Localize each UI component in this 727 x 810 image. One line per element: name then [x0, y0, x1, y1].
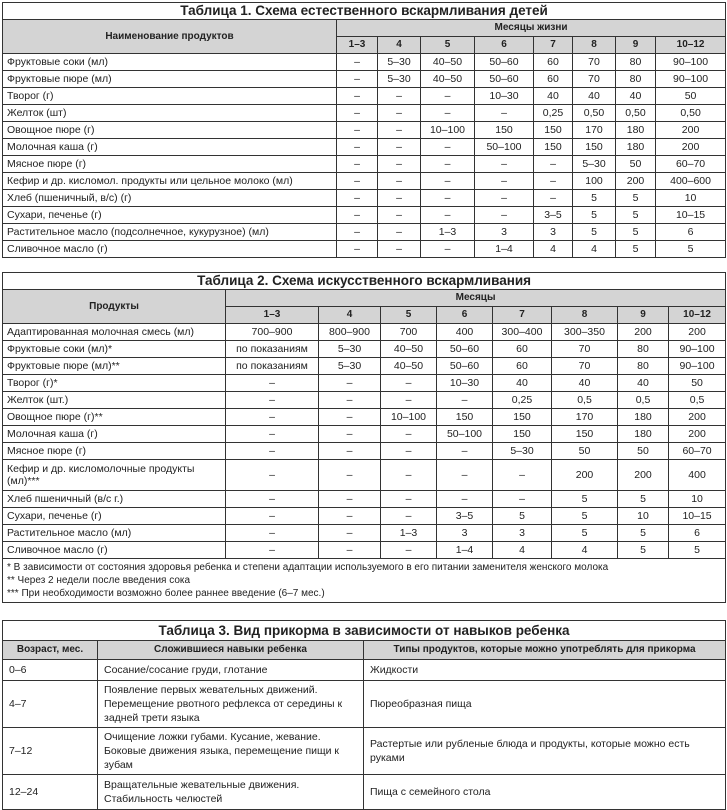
cell-value: 150 [552, 426, 618, 443]
cell-value: 700 [381, 324, 437, 341]
table-artificial-feeding [2, 272, 726, 603]
cell-value: – [319, 392, 381, 409]
cell-value: 0,5 [669, 392, 726, 409]
cell-value: 40 [493, 375, 552, 392]
cell-value: 5 [616, 190, 656, 207]
cell-value: 10 [618, 508, 669, 525]
product-name: Растительное масло (мл) [3, 525, 226, 542]
cell-value: 40–50 [381, 341, 437, 358]
cell-value: 200 [618, 460, 669, 491]
cell-value: 50–60 [437, 358, 493, 375]
table1-title: Таблица 1. Схема естественного вскармливания детей [3, 3, 726, 20]
cell-value: 60 [493, 341, 552, 358]
cell-foods: Пюреобразная пища [364, 681, 726, 728]
cell-value: 60 [534, 71, 573, 88]
cell-value: 5–30 [573, 156, 616, 173]
table-row [3, 728, 726, 775]
cell-value: 150 [573, 139, 616, 156]
product-name: Сливочное масло (г) [3, 241, 337, 258]
cell-age: 4–7 [3, 681, 98, 728]
cell-value: – [319, 542, 381, 559]
table-row [3, 409, 726, 426]
cell-value: 3–5 [534, 207, 573, 224]
table-complementary-food [2, 620, 726, 810]
cell-value: 0,5 [618, 392, 669, 409]
cell-value: 200 [616, 173, 656, 190]
cell-value: 5 [616, 224, 656, 241]
cell-value: 40 [573, 88, 616, 105]
table-row [3, 525, 726, 542]
cell-value: – [534, 156, 573, 173]
cell-value: 0,50 [656, 105, 726, 122]
cell-value: – [534, 173, 573, 190]
cell-value: – [337, 156, 378, 173]
cell-value: 50–100 [437, 426, 493, 443]
product-name: Творог (г)* [3, 375, 226, 392]
cell-value: 150 [534, 122, 573, 139]
cell-value: – [493, 491, 552, 508]
product-name: Мясное пюре (г) [3, 443, 226, 460]
cell-value: 90–100 [656, 71, 726, 88]
cell-value: 5 [493, 508, 552, 525]
cell-value: 10–100 [421, 122, 475, 139]
product-name: Кефир и др. кисломолочные продукты (мл)*** [3, 460, 226, 491]
cell-value: 200 [669, 324, 726, 341]
table-row [3, 173, 726, 190]
cell-value: 5 [616, 241, 656, 258]
cell-value: – [381, 426, 437, 443]
cell-value: 5 [573, 190, 616, 207]
cell-value: 70 [552, 358, 618, 375]
cell-value: 40–50 [421, 54, 475, 71]
cell-value: 80 [616, 54, 656, 71]
cell-value: – [378, 122, 421, 139]
month-header: 7 [534, 37, 573, 54]
table-row [3, 358, 726, 375]
cell-value: 4 [493, 542, 552, 559]
table3-header-skills: Сложившиеся навыки ребенка [98, 641, 364, 660]
product-name: Хлеб (пшеничный, в/с) (г) [3, 190, 337, 207]
cell-value: – [381, 375, 437, 392]
cell-value: 10 [656, 190, 726, 207]
cell-value: – [337, 88, 378, 105]
cell-value: по показаниям [226, 358, 319, 375]
cell-value: 5–30 [319, 358, 381, 375]
cell-value: – [337, 71, 378, 88]
cell-value: 40 [552, 375, 618, 392]
cell-value: 0,5 [552, 392, 618, 409]
cell-value: 40 [534, 88, 573, 105]
cell-value: 90–100 [656, 54, 726, 71]
month-header: 9 [618, 307, 669, 324]
cell-value: – [381, 508, 437, 525]
cell-value: – [337, 122, 378, 139]
cell-value: 200 [552, 460, 618, 491]
table-row [3, 88, 726, 105]
cell-value: 10–15 [669, 508, 726, 525]
cell-value: 3–5 [437, 508, 493, 525]
month-header: 6 [475, 37, 534, 54]
cell-value: 1–3 [381, 525, 437, 542]
cell-value: – [226, 460, 319, 491]
cell-value: 0,25 [534, 105, 573, 122]
table-row [3, 375, 726, 392]
cell-value: – [437, 491, 493, 508]
table-row [3, 660, 726, 681]
cell-value: – [378, 207, 421, 224]
product-name: Овощное пюре (г)** [3, 409, 226, 426]
cell-value: – [337, 54, 378, 71]
product-name: Желток (шт.) [3, 392, 226, 409]
cell-value: 0,25 [493, 392, 552, 409]
cell-value: 5 [573, 224, 616, 241]
cell-value: – [226, 392, 319, 409]
cell-value: – [226, 508, 319, 525]
cell-value: 5 [669, 542, 726, 559]
cell-value: 5 [618, 525, 669, 542]
cell-value: 5 [552, 491, 618, 508]
product-name: Мясное пюре (г) [3, 156, 337, 173]
cell-value: 40 [618, 375, 669, 392]
cell-value: 180 [618, 426, 669, 443]
table-row [3, 341, 726, 358]
cell-value: 200 [669, 409, 726, 426]
note-1: * В зависимости от состояния здоровья ребенка и степени адаптации используемого в его питании заменителя женского молока [7, 562, 609, 573]
cell-value: – [475, 207, 534, 224]
cell-value: 40–50 [421, 71, 475, 88]
cell-skills: Сосание/сосание груди, глотание [98, 660, 364, 681]
cell-value: 50 [552, 443, 618, 460]
cell-value: 300–350 [552, 324, 618, 341]
table1-months-header: Месяцы жизни [337, 20, 726, 37]
product-name: Фруктовые соки (мл)* [3, 341, 226, 358]
cell-value: 70 [552, 341, 618, 358]
table3-header-age: Возраст, мес. [3, 641, 98, 660]
cell-value: 3 [475, 224, 534, 241]
cell-value: – [378, 105, 421, 122]
cell-age: 0–6 [3, 660, 98, 681]
cell-value: 150 [493, 409, 552, 426]
product-name: Кефир и др. кисломол. продукты или цельное молоко (мл) [3, 173, 337, 190]
cell-value: – [381, 542, 437, 559]
cell-foods: Пища с семейного стола [364, 775, 726, 810]
product-name: Сливочное масло (г) [3, 542, 226, 559]
product-name: Хлеб пшеничный (в/с г.) [3, 491, 226, 508]
cell-value: 5–30 [319, 341, 381, 358]
cell-value: – [319, 426, 381, 443]
product-name: Молочная каша (г) [3, 139, 337, 156]
cell-value: 80 [616, 71, 656, 88]
product-name: Фруктовые пюре (мл)** [3, 358, 226, 375]
cell-value: – [534, 190, 573, 207]
cell-value: 50–60 [475, 71, 534, 88]
note-2: ** Через 2 недели после введения сока [7, 575, 191, 586]
cell-value: – [337, 241, 378, 258]
cell-value: 5 [618, 491, 669, 508]
cell-value: 400–600 [656, 173, 726, 190]
cell-value: – [319, 491, 381, 508]
cell-value: – [381, 491, 437, 508]
cell-value: – [226, 409, 319, 426]
table-row [3, 105, 726, 122]
cell-value: 200 [618, 324, 669, 341]
cell-value: – [475, 156, 534, 173]
cell-age: 12–24 [3, 775, 98, 810]
cell-value: 150 [475, 122, 534, 139]
cell-value: – [337, 139, 378, 156]
cell-value: – [337, 190, 378, 207]
cell-skills: Вращательные жевательные движения. Стабильность челюстей [98, 775, 364, 810]
table-row [3, 324, 726, 341]
cell-value: 40 [616, 88, 656, 105]
table-row [3, 224, 726, 241]
cell-value: 90–100 [669, 358, 726, 375]
cell-age: 7–12 [3, 728, 98, 775]
cell-value: – [421, 207, 475, 224]
cell-value: 150 [437, 409, 493, 426]
cell-value: 200 [669, 426, 726, 443]
cell-value: – [319, 443, 381, 460]
cell-value: – [319, 409, 381, 426]
cell-value: 700–900 [226, 324, 319, 341]
cell-value: 50–60 [475, 54, 534, 71]
month-header: 1–3 [226, 307, 319, 324]
cell-value: – [378, 156, 421, 173]
table-row [3, 775, 726, 810]
product-name: Сухари, печенье (г) [3, 508, 226, 525]
cell-value: 170 [552, 409, 618, 426]
table-row [3, 426, 726, 443]
cell-value: 180 [616, 139, 656, 156]
table-row [3, 542, 726, 559]
table-row [3, 241, 726, 258]
cell-value: 1–3 [421, 224, 475, 241]
cell-value: 10–15 [656, 207, 726, 224]
cell-value: 5 [616, 207, 656, 224]
cell-value: 170 [573, 122, 616, 139]
cell-value: – [493, 460, 552, 491]
cell-value: – [378, 173, 421, 190]
cell-value: 80 [618, 341, 669, 358]
cell-value: 200 [656, 122, 726, 139]
product-name: Овощное пюре (г) [3, 122, 337, 139]
cell-value: 400 [437, 324, 493, 341]
cell-value: 400 [669, 460, 726, 491]
cell-value: 0,50 [573, 105, 616, 122]
cell-value: – [437, 443, 493, 460]
cell-value: 5 [618, 542, 669, 559]
cell-skills: Появление первых жевательных движений. Перемещение рвотного рефлекса от середины к задней трети языка [98, 681, 364, 728]
cell-value: 10–100 [381, 409, 437, 426]
cell-value: 50 [618, 443, 669, 460]
table-row [3, 392, 726, 409]
cell-value: – [337, 105, 378, 122]
cell-value: – [337, 207, 378, 224]
table-row [3, 207, 726, 224]
cell-value: – [421, 156, 475, 173]
cell-value: – [226, 525, 319, 542]
cell-value: по показаниям [226, 341, 319, 358]
product-name: Адаптированная молочная смесь (мл) [3, 324, 226, 341]
cell-value: – [319, 375, 381, 392]
cell-value: – [421, 190, 475, 207]
cell-value: – [319, 460, 381, 491]
cell-value: 0,50 [616, 105, 656, 122]
cell-value: 4 [573, 241, 616, 258]
month-header: 9 [616, 37, 656, 54]
cell-value: 60–70 [656, 156, 726, 173]
cell-value: – [437, 460, 493, 491]
product-name: Сухари, печенье (г) [3, 207, 337, 224]
month-header: 6 [437, 307, 493, 324]
cell-value: 50 [669, 375, 726, 392]
cell-value: – [378, 190, 421, 207]
cell-value: – [378, 88, 421, 105]
cell-value: 1–4 [437, 542, 493, 559]
month-header: 10–12 [656, 37, 726, 54]
cell-value: 40–50 [381, 358, 437, 375]
cell-value: 5–30 [493, 443, 552, 460]
cell-value: 10–30 [475, 88, 534, 105]
cell-value: – [381, 443, 437, 460]
note-3: *** При необходимости возможно более раннее введение (6–7 мес.) [7, 588, 325, 599]
cell-value: – [319, 508, 381, 525]
cell-value: – [319, 525, 381, 542]
cell-value: 90–100 [669, 341, 726, 358]
month-header: 1–3 [337, 37, 378, 54]
cell-value: – [381, 392, 437, 409]
cell-value: – [381, 460, 437, 491]
cell-value: 100 [573, 173, 616, 190]
cell-value: 3 [493, 525, 552, 542]
cell-value: – [475, 173, 534, 190]
cell-value: – [475, 105, 534, 122]
cell-value: 180 [618, 409, 669, 426]
cell-value: 50–100 [475, 139, 534, 156]
cell-value: – [226, 375, 319, 392]
cell-value: 10–30 [437, 375, 493, 392]
cell-value: 50 [656, 88, 726, 105]
cell-value: – [337, 173, 378, 190]
cell-value: – [378, 139, 421, 156]
cell-value: 4 [552, 542, 618, 559]
cell-value: – [475, 190, 534, 207]
cell-value: – [421, 88, 475, 105]
cell-value: – [421, 139, 475, 156]
month-header: 10–12 [669, 307, 726, 324]
cell-value: 150 [493, 426, 552, 443]
month-header: 4 [319, 307, 381, 324]
cell-value: – [226, 426, 319, 443]
cell-value: 6 [669, 525, 726, 542]
month-header: 8 [552, 307, 618, 324]
cell-value: 3 [437, 525, 493, 542]
cell-value: 50 [616, 156, 656, 173]
cell-value: 5 [656, 241, 726, 258]
table2-title: Таблица 2. Схема искусственного вскармливания [3, 273, 726, 290]
cell-value: – [378, 241, 421, 258]
table-row [3, 54, 726, 71]
cell-value: – [378, 224, 421, 241]
product-name: Творог (г) [3, 88, 337, 105]
month-header: 7 [493, 307, 552, 324]
table-row [3, 508, 726, 525]
table-natural-feeding [2, 2, 726, 258]
table2-notes [3, 559, 726, 603]
cell-value: 3 [534, 224, 573, 241]
table2-months-header: Месяцы [226, 290, 726, 307]
product-name: Растительное масло (подсолнечное, кукурузное) (мл) [3, 224, 337, 241]
cell-value: – [337, 224, 378, 241]
cell-value: 800–900 [319, 324, 381, 341]
cell-value: – [226, 443, 319, 460]
cell-value: 70 [573, 71, 616, 88]
cell-value: 5 [552, 508, 618, 525]
cell-value: 4 [534, 241, 573, 258]
table-row [3, 156, 726, 173]
product-name: Фруктовые пюре (мл) [3, 71, 337, 88]
table1-product-header: Наименование продуктов [3, 20, 337, 54]
table-row [3, 139, 726, 156]
month-header: 4 [378, 37, 421, 54]
product-name: Желток (шт) [3, 105, 337, 122]
cell-value: 5 [552, 525, 618, 542]
cell-foods: Жидкости [364, 660, 726, 681]
cell-value: 10 [669, 491, 726, 508]
product-name: Молочная каша (г) [3, 426, 226, 443]
cell-value: 60 [534, 54, 573, 71]
cell-skills: Очищение ложки губами. Кусание, жевание. Боковые движения языка, перемещение пищи к зубам [98, 728, 364, 775]
cell-value: 5–30 [378, 54, 421, 71]
cell-value: 200 [656, 139, 726, 156]
cell-value: 5–30 [378, 71, 421, 88]
month-header: 8 [573, 37, 616, 54]
cell-value: 70 [573, 54, 616, 71]
cell-value: 150 [534, 139, 573, 156]
table3-header-foods: Типы продуктов, которые можно употреблять для прикорма [364, 641, 726, 660]
month-header: 5 [381, 307, 437, 324]
cell-foods: Растертые или рубленые блюда и продукты, которые можно есть руками [364, 728, 726, 775]
cell-value: – [421, 241, 475, 258]
table-row [3, 460, 726, 491]
cell-value: – [421, 173, 475, 190]
cell-value: – [226, 542, 319, 559]
cell-value: 6 [656, 224, 726, 241]
cell-value: – [437, 392, 493, 409]
month-header: 5 [421, 37, 475, 54]
cell-value: – [226, 491, 319, 508]
cell-value: – [421, 105, 475, 122]
table-row [3, 122, 726, 139]
cell-value: 5 [573, 207, 616, 224]
table-row [3, 71, 726, 88]
cell-value: 300–400 [493, 324, 552, 341]
cell-value: 60 [493, 358, 552, 375]
cell-value: 180 [616, 122, 656, 139]
cell-value: 60–70 [669, 443, 726, 460]
cell-value: 1–4 [475, 241, 534, 258]
cell-value: 50–60 [437, 341, 493, 358]
table-row [3, 681, 726, 728]
table-row [3, 190, 726, 207]
table-row [3, 491, 726, 508]
table3-title: Таблица 3. Вид прикорма в зависимости от навыков ребенка [3, 621, 726, 641]
table-row [3, 443, 726, 460]
product-name: Фруктовые соки (мл) [3, 54, 337, 71]
cell-value: 80 [618, 358, 669, 375]
table2-product-header: Продукты [3, 290, 226, 324]
